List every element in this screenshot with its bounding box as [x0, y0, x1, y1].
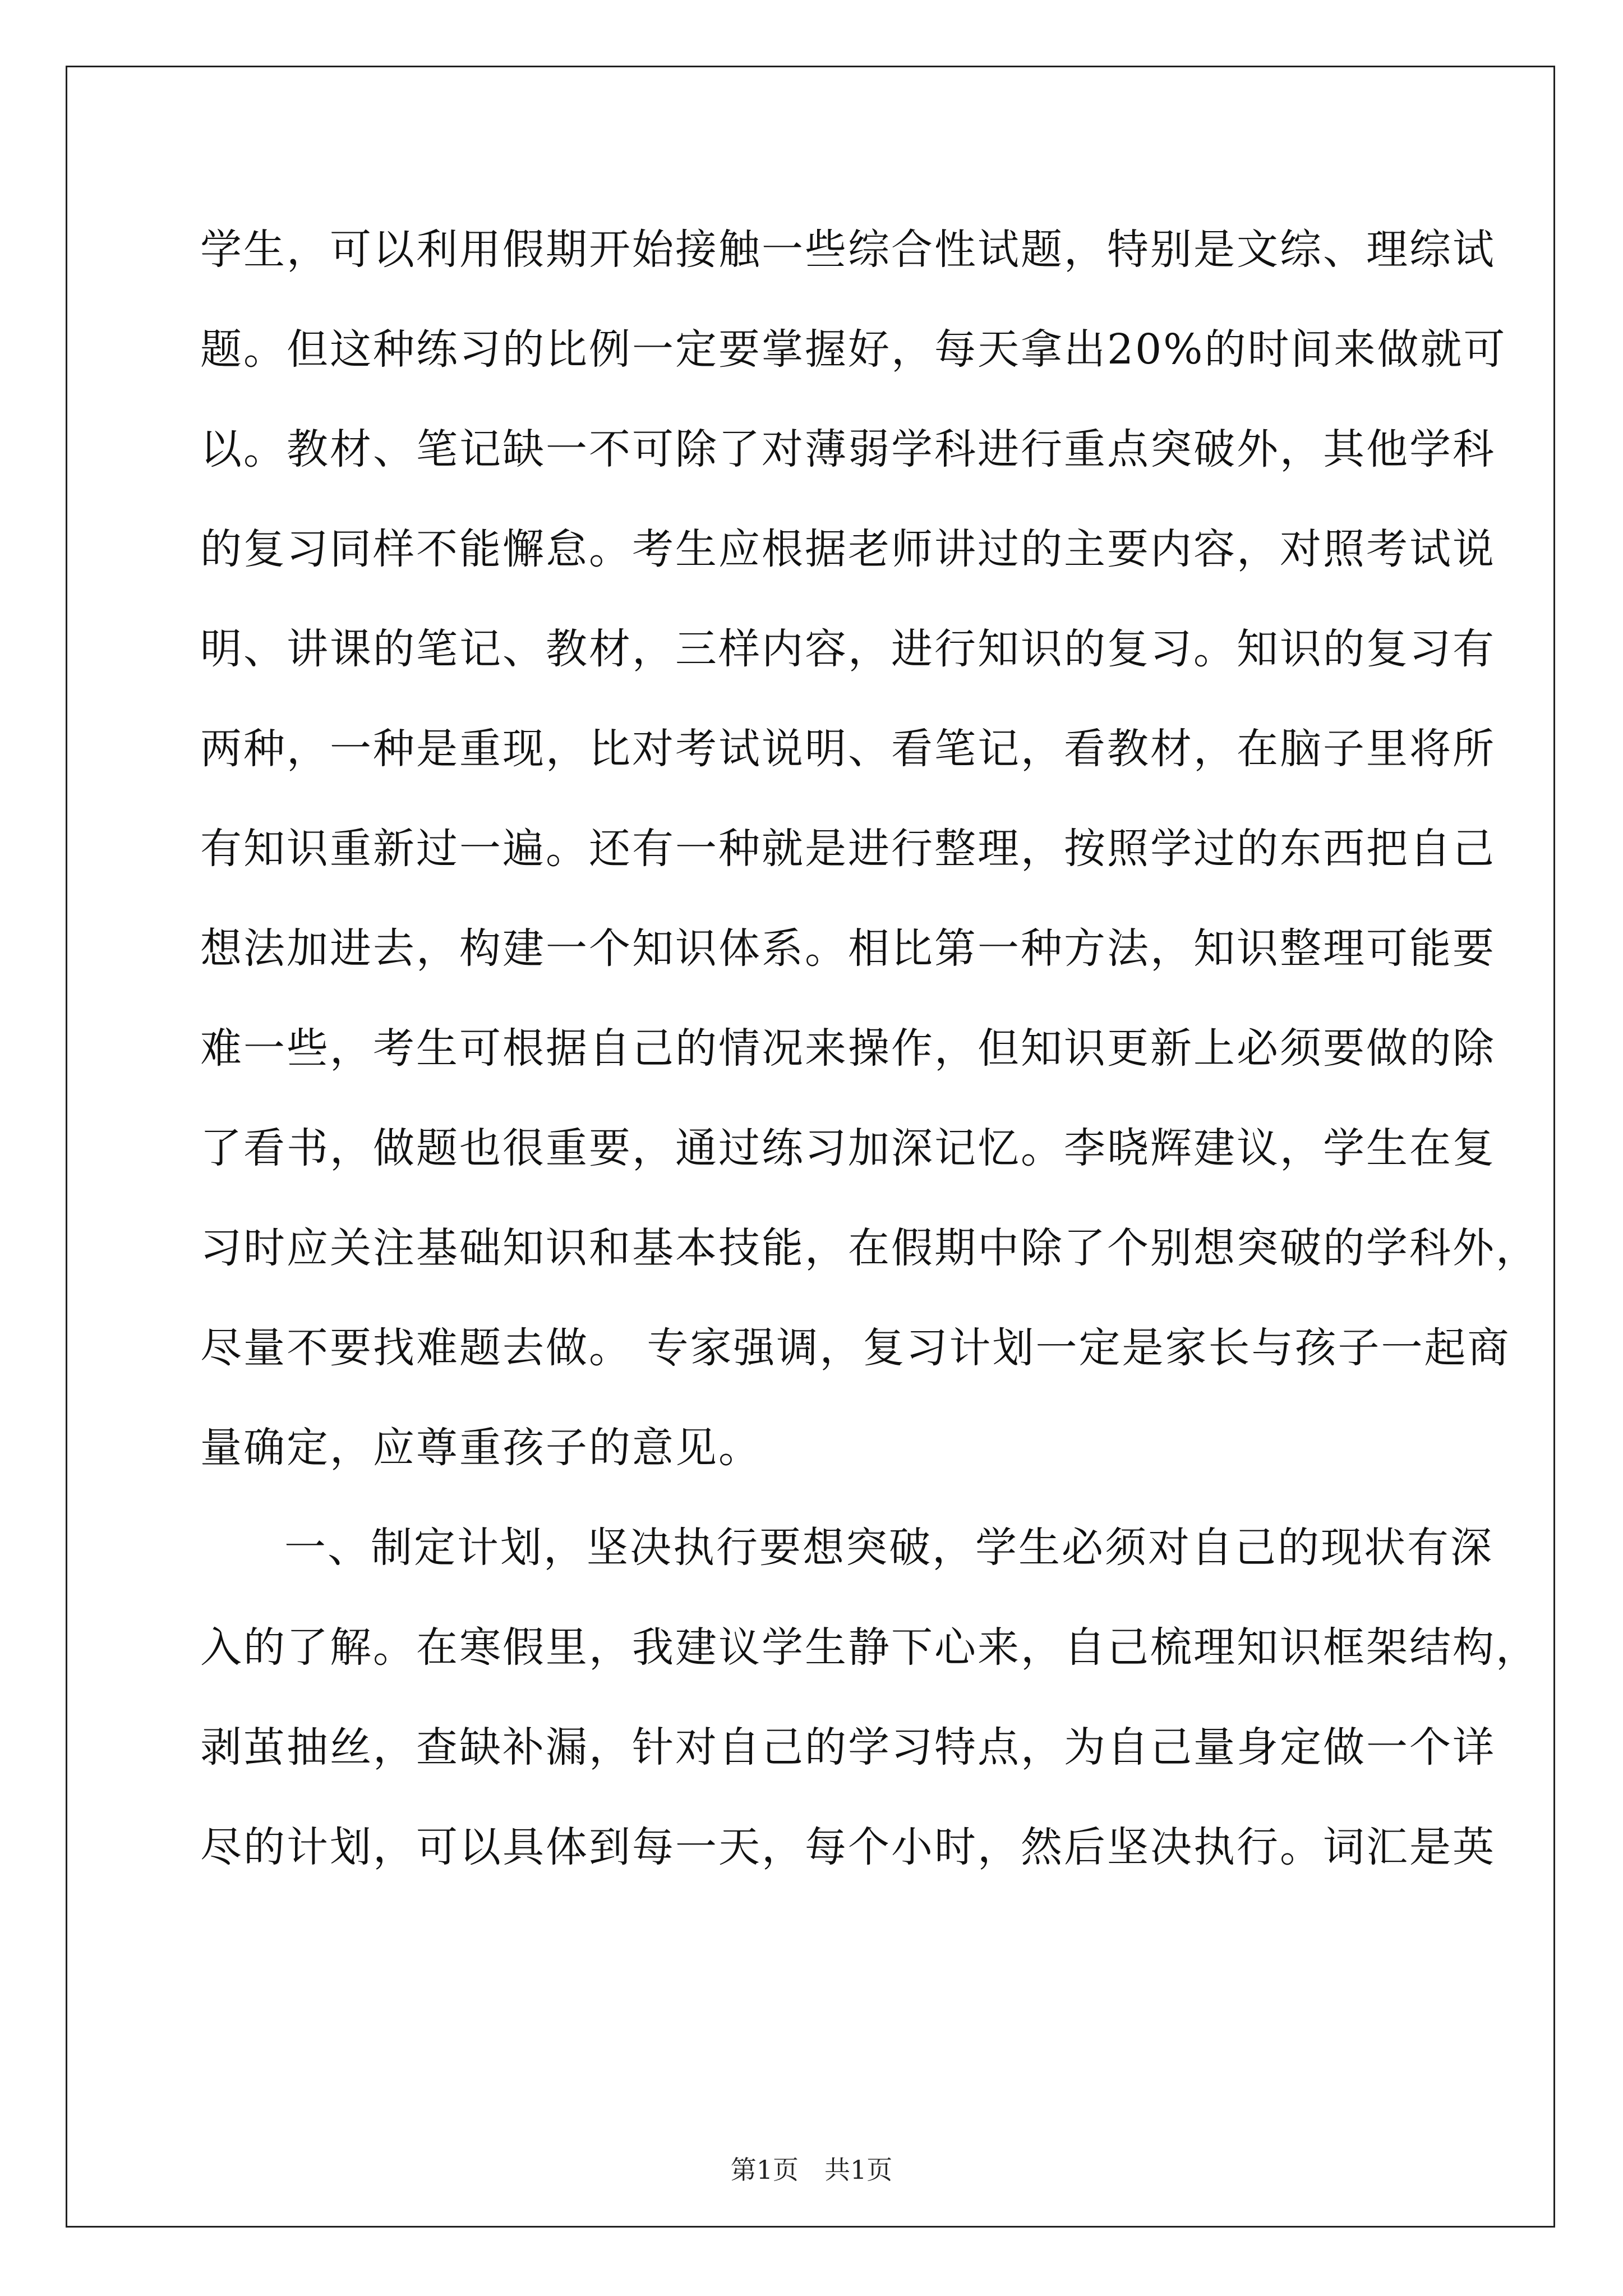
text-line: 一、制定计划，坚决执行要想突破，学生必须对自己的现状有深	[284, 1524, 1493, 1572]
text-line: 想法加进去，构建一个知识体系。相比第一种方法，知识整理可能要	[200, 924, 1496, 973]
text-line: 以。教材、笔记缺一不可除了对薄弱学科进行重点突破外，其他学科	[200, 425, 1496, 473]
text-line: 有知识重新过一遍。还有一种就是进行整理，按照学过的东西把自己	[200, 825, 1496, 873]
text-line: 尽的计划，可以具体到每一天，每个小时，然后坚决执行。词汇是英	[200, 1823, 1496, 1871]
text-line: 习时应关注基础知识和基本技能，在假期中除了个别想突破的学科外，	[200, 1224, 1539, 1272]
text-line: 剥茧抽丝，查缺补漏，针对自己的学习特点，为自己量身定做一个详	[200, 1723, 1496, 1772]
text-line: 题。但这种练习的比例一定要掌握好，每天拿出20%的时间来做就可	[200, 325, 1507, 374]
text-line: 的复习同样不能懈怠。考生应根据老师讲过的主要内容，对照考试说	[200, 525, 1496, 573]
text-line: 难一些，考生可根据自己的情况来操作，但知识更新上必须要做的除	[200, 1024, 1496, 1073]
text-line: 入的了解。在寒假里，我建议学生静下心来，自己梳理知识框架结构，	[200, 1623, 1539, 1672]
text-line: 了看书，做题也很重要，通过练习加深记忆。李晓辉建议，学生在复	[200, 1124, 1496, 1172]
text-line: 尽量不要找难题去做。 专家强调，复习计划一定是家长与孩子一起商	[200, 1324, 1511, 1372]
text-line: 明、讲课的笔记、教材，三样内容，进行知识的复习。知识的复习有	[200, 625, 1496, 673]
page-footer: 第1页 共1页	[730, 2155, 893, 2185]
text-line: 学生，可以利用假期开始接触一些综合性试题，特别是文综、理综试	[200, 226, 1496, 274]
text-line: 量确定，应尊重孩子的意见。	[200, 1424, 762, 1472]
text-line: 两种，一种是重现，比对考试说明、看笔记，看教材，在脑子里将所	[200, 725, 1496, 773]
